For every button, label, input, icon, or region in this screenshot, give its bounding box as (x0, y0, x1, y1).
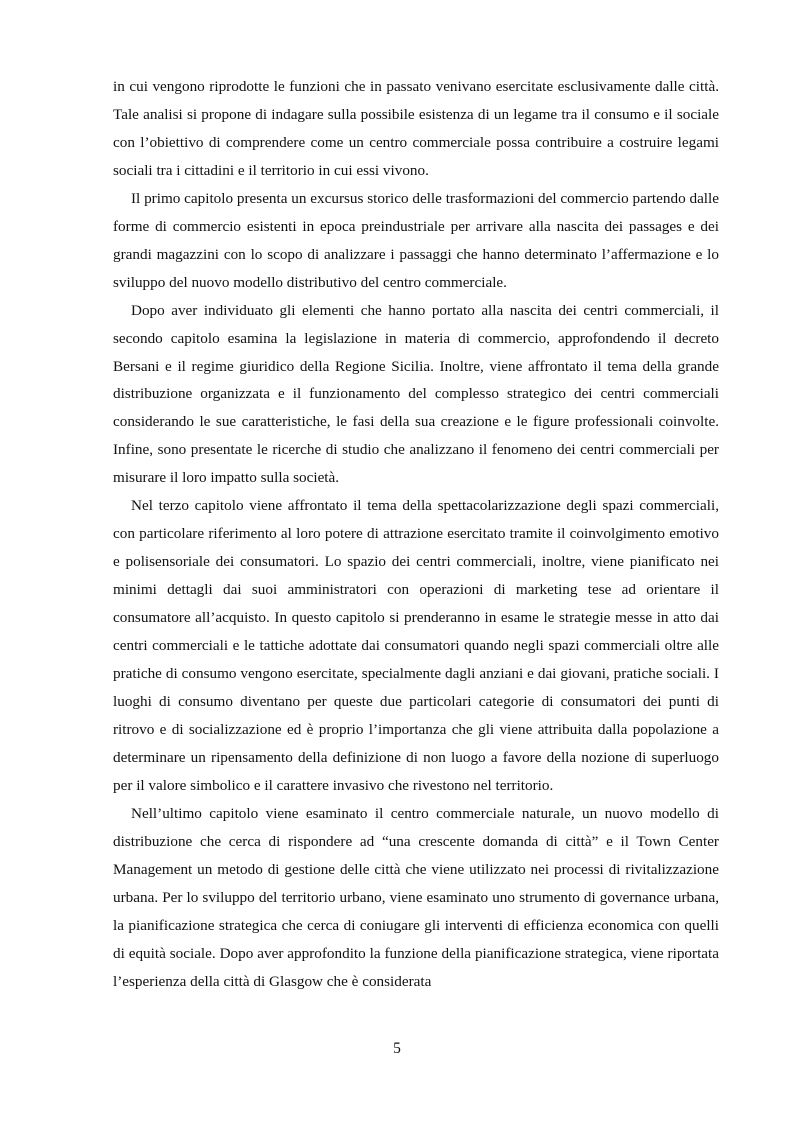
page-number: 5 (393, 1040, 401, 1057)
paragraph-chapter-one: Il primo capitolo presenta un excursus storico delle trasformazioni del commercio partendo dalle forme di commercio esistenti in epoca preindustriale per arrivare alla nascita dei passages e dei grandi magazzini con lo scopo di analizzare i passaggi che hanno determinato l’affermazione e lo sviluppo del nuovo modello distributivo del centro commerciale. (113, 189, 719, 291)
body-text (113, 73, 719, 995)
paragraph-last-chapter: Nell’ultimo capitolo viene esaminato il centro commerciale naturale, un nuovo modello di distribuzione che cerca di rispondere ad “una crescente domanda di città” e il Town Center Management un metodo di gestione delle città che viene utilizzato nei processi di rivitalizzazione urbana. Per lo sviluppo del territorio urbano, viene esaminato uno strumento di governance urbana, la pianificazione strategica che cerca di coniugare gli interventi di efficienza economica con quelli di equità sociale. Dopo aver approfondito la funzione della pianificazione strategica, viene riportata l’esperienza della città di Glasgow che è considerata (113, 804, 719, 990)
paragraph-intro-continuation: in cui vengono riprodotte le funzioni che in passato venivano esercitate esclusivamente dalle città. Tale analisi si propone di indagare sulla possibile esistenza di un legame tra il consumo e il sociale con l’obiettivo di comprendere come un centro commerciale possa contribuire a costruire legami sociali tra i cittadini e il territorio in cui essi vivono. (113, 78, 719, 179)
paragraph-chapter-three: Nel terzo capitolo viene affrontato il tema della spettacolarizzazione degli spazi commerciali, con particolare riferimento al loro potere di attrazione esercitato tramite il coinvolgimento emotivo e polisensoriale dei consumatori. Lo spazio dei centri commerciali, inoltre, viene pianificato nei minimi dettagli dai suoi amministratori con operazioni di marketing tese ad orientare il consumatore all’acquisto. In questo capitolo si prenderanno in esame le strategie messe in atto dai centri commerciali e le tattiche adottate dai consumatori quando negli spazi commerciali oltre alle pratiche di consumo vengono esercitate, specialmente dagli anziani e dai giovani, pratiche sociali. I luoghi di consumo diventano per queste due particolari categorie di consumatori dei punti di ritrovo e di socializzazione ed è proprio l’importanza che gli viene attribuita dalla popolazione a determinare un ripensamento della definizione di non luogo a favore della nozione di superluogo per il valore simbolico e il carattere invasivo che rivestono nel territorio. (113, 497, 719, 794)
paragraph-chapter-two: Dopo aver individuato gli elementi che hanno portato alla nascita dei centri commerciali, il secondo capitolo esamina la legislazione in materia di commercio, approfondendo il decreto Bersani e il regime giuridico della Regione Sicilia. Inoltre, viene affrontato il tema della grande distribuzione organizzata e il funzionamento del complesso strategico dei centri commerciali considerando le sue caratteristiche, le fasi della sua creazione e le figure professionali coinvolte. Infine, sono presentate le ricerche di studio che analizzano il fenomeno dei centri commerciali per misurare il loro impatto sulla società. (113, 301, 719, 487)
